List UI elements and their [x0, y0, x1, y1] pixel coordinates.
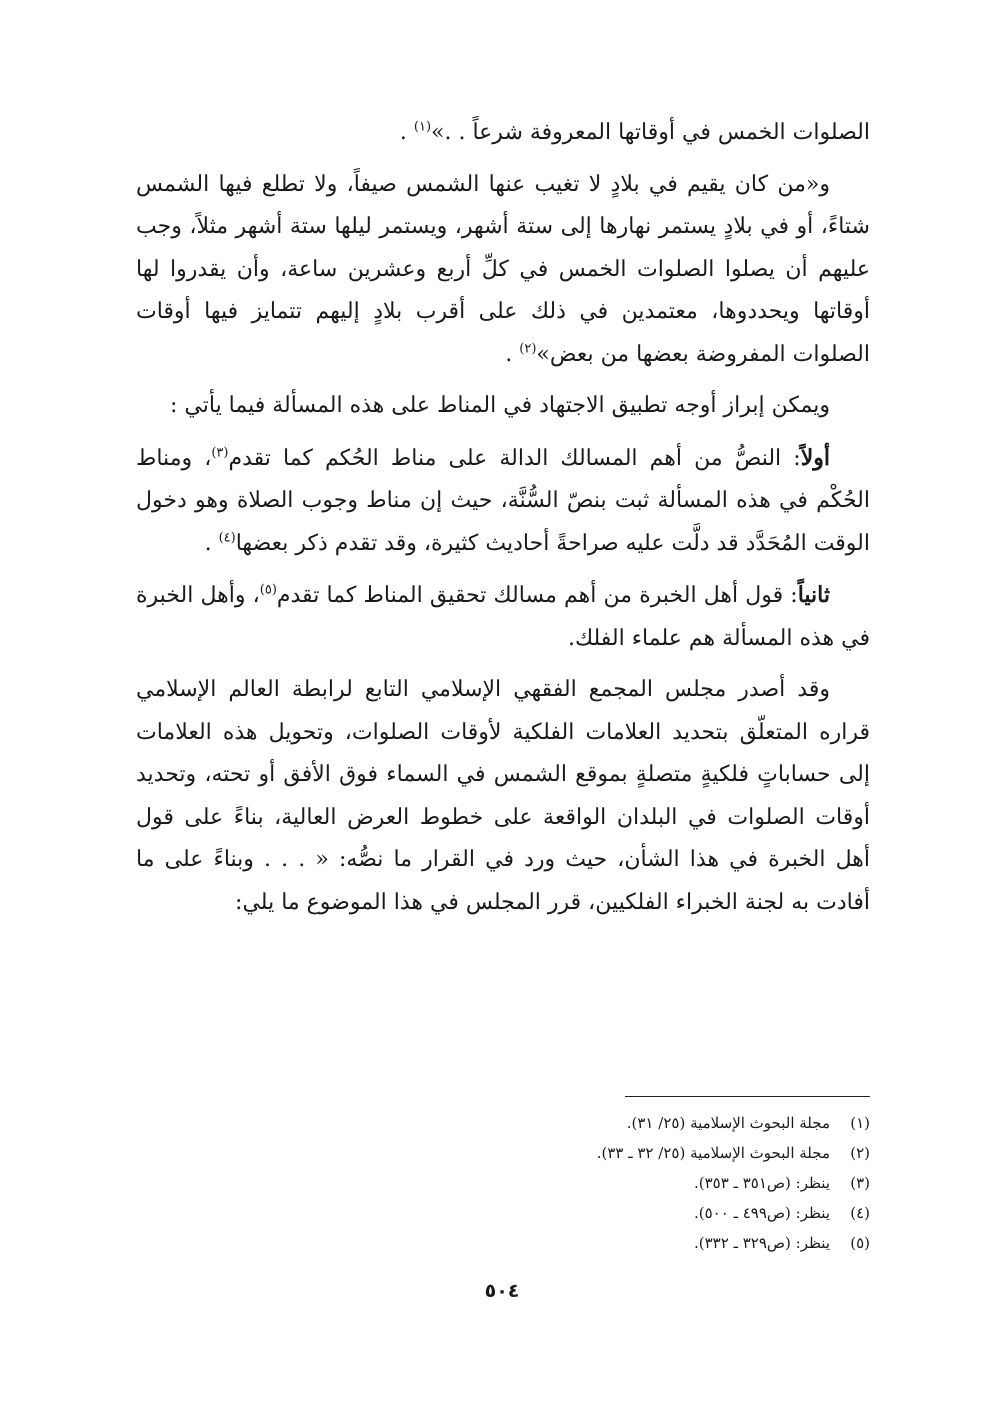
footnote-4 [136, 1198, 870, 1228]
footnote-text: ينظر: (ص٣٢٩ ـ ٣٣٢). [694, 1234, 830, 1252]
paragraph-1 [136, 112, 870, 155]
footnote-text: مجلة البحوث الإسلامية (٢٥/ ٣٢ ـ ٣٣). [596, 1144, 830, 1162]
footnote-5 [136, 1228, 870, 1258]
paragraph-2 [136, 164, 870, 377]
footnotes [136, 1108, 870, 1258]
paragraph-1-tail: . [399, 120, 414, 145]
footnote-ref-5[interactable]: (٥) [259, 582, 277, 598]
footnote-ref-1[interactable]: (١) [413, 119, 432, 135]
paragraph-5 [136, 574, 870, 660]
paragraph-3-text: ويمكن إبراز أوجه تطبيق الاجتهاد في المناط على هذه المسألة فيما يأتي : [170, 393, 830, 418]
footnote-number: (٣) [850, 1174, 870, 1192]
footnote-ref-3[interactable]: (٣) [211, 445, 229, 461]
paragraph-6 [136, 669, 870, 924]
footnote-text: ينظر: (ص٤٩٩ ـ ٥٠٠). [694, 1204, 830, 1222]
footnote-number: (٥) [850, 1234, 870, 1252]
paragraph-4-lead: أولاً [800, 444, 830, 471]
footnote-text: ينظر: (ص٣٥١ ـ ٣٥٣). [694, 1174, 830, 1192]
paragraph-2-text: و«من كان يقيم في بلادٍ لا تغيب عنها الشمس صيفاً، ولا تطلع فيها الشمس شتاءً، أو في بلادٍ يستمر نهارها إلى ستة أشهر، ويستمر ليلها ستة أشهر مثلاً، وجب عليهم أن يصلوا الصلوات الخمس في كلِّ أربع وعشرين ساعة، وأن يقدروا لها أوقاتها ويحددوها، معتمدين في ذلك على أقرب بلادٍ إليهم تتمايز فيها أوقات الصلوات المفروضة بعضها من بعض» [136, 171, 870, 367]
paragraph-4-middle: ، ومناط الحُكْم في هذه المسألة ثبت بنصّ السُّنَّة، حيث إن مناط وجوب الصلاة وهو دخول الوقت المُحَدَّد قد دلَّت عليه صراحةً أحاديث كثيرة، وقد تقدم ذكر بعضها [136, 445, 870, 556]
footnote-3 [136, 1168, 870, 1198]
paragraph-5-lead: ثانياً [797, 582, 830, 608]
paragraph-6-text: وقد أصدر مجلس المجمع الفقهي الإسلامي التابع لرابطة العالم الإسلامي قراره المتعلّق بتحديد العلامات الفلكية لأوقات الصلوات، وتحويل هذه العلامات إلى حساباتٍ فلكيةٍ متصلةٍ بموقع الشمس في السماء فوق الأفق أو تحته، وتحديد أوقات الصلوات في البلدان الواقعة على خطوط العرض العالية، بناءً على قول أهل الخبرة في هذا الشأن، حيث ورد في القرار ما نصُّه: « . . . وبناءً على ما أفادت به لجنة الخبراء الفلكيين، قرر المجلس في هذا الموضوع ما يلي: [136, 677, 870, 915]
footnote-1 [136, 1108, 870, 1138]
page-number: ٥٠٤ [484, 1280, 520, 1302]
footnote-ref-2[interactable]: (٢) [519, 341, 537, 357]
main-text [136, 112, 870, 933]
footnote-divider [625, 1096, 870, 1097]
footnote-number: (٤) [850, 1204, 870, 1222]
footnote-number: (١) [850, 1114, 870, 1132]
footnote-text: مجلة البحوث الإسلامية (٢٥/ ٣١). [626, 1114, 830, 1132]
paragraph-3 [136, 385, 870, 428]
paragraph-5-text: : قول أهل الخبرة من أهم مسالك تحقيق المناط كما تقدم [276, 583, 798, 608]
footnote-number: (٢) [850, 1144, 870, 1162]
footnote-ref-4[interactable]: (٤) [218, 530, 236, 546]
footnote-2 [136, 1138, 870, 1168]
paragraph-4 [136, 437, 870, 566]
paragraph-5-tail: ، وأهل الخبرة في هذه المسألة هم علماء الفلك. [136, 583, 870, 651]
paragraph-2-tail: . [505, 341, 520, 367]
paragraph-1-text: الصلوات الخمس في أوقاتها المعروفة شرعاً . .» [431, 120, 870, 145]
paragraph-4-text: : النصُّ من أهم المسالك الدالة على مناط الحُكم كما تقدم [228, 445, 801, 471]
paragraph-4-tail: . [204, 530, 219, 556]
